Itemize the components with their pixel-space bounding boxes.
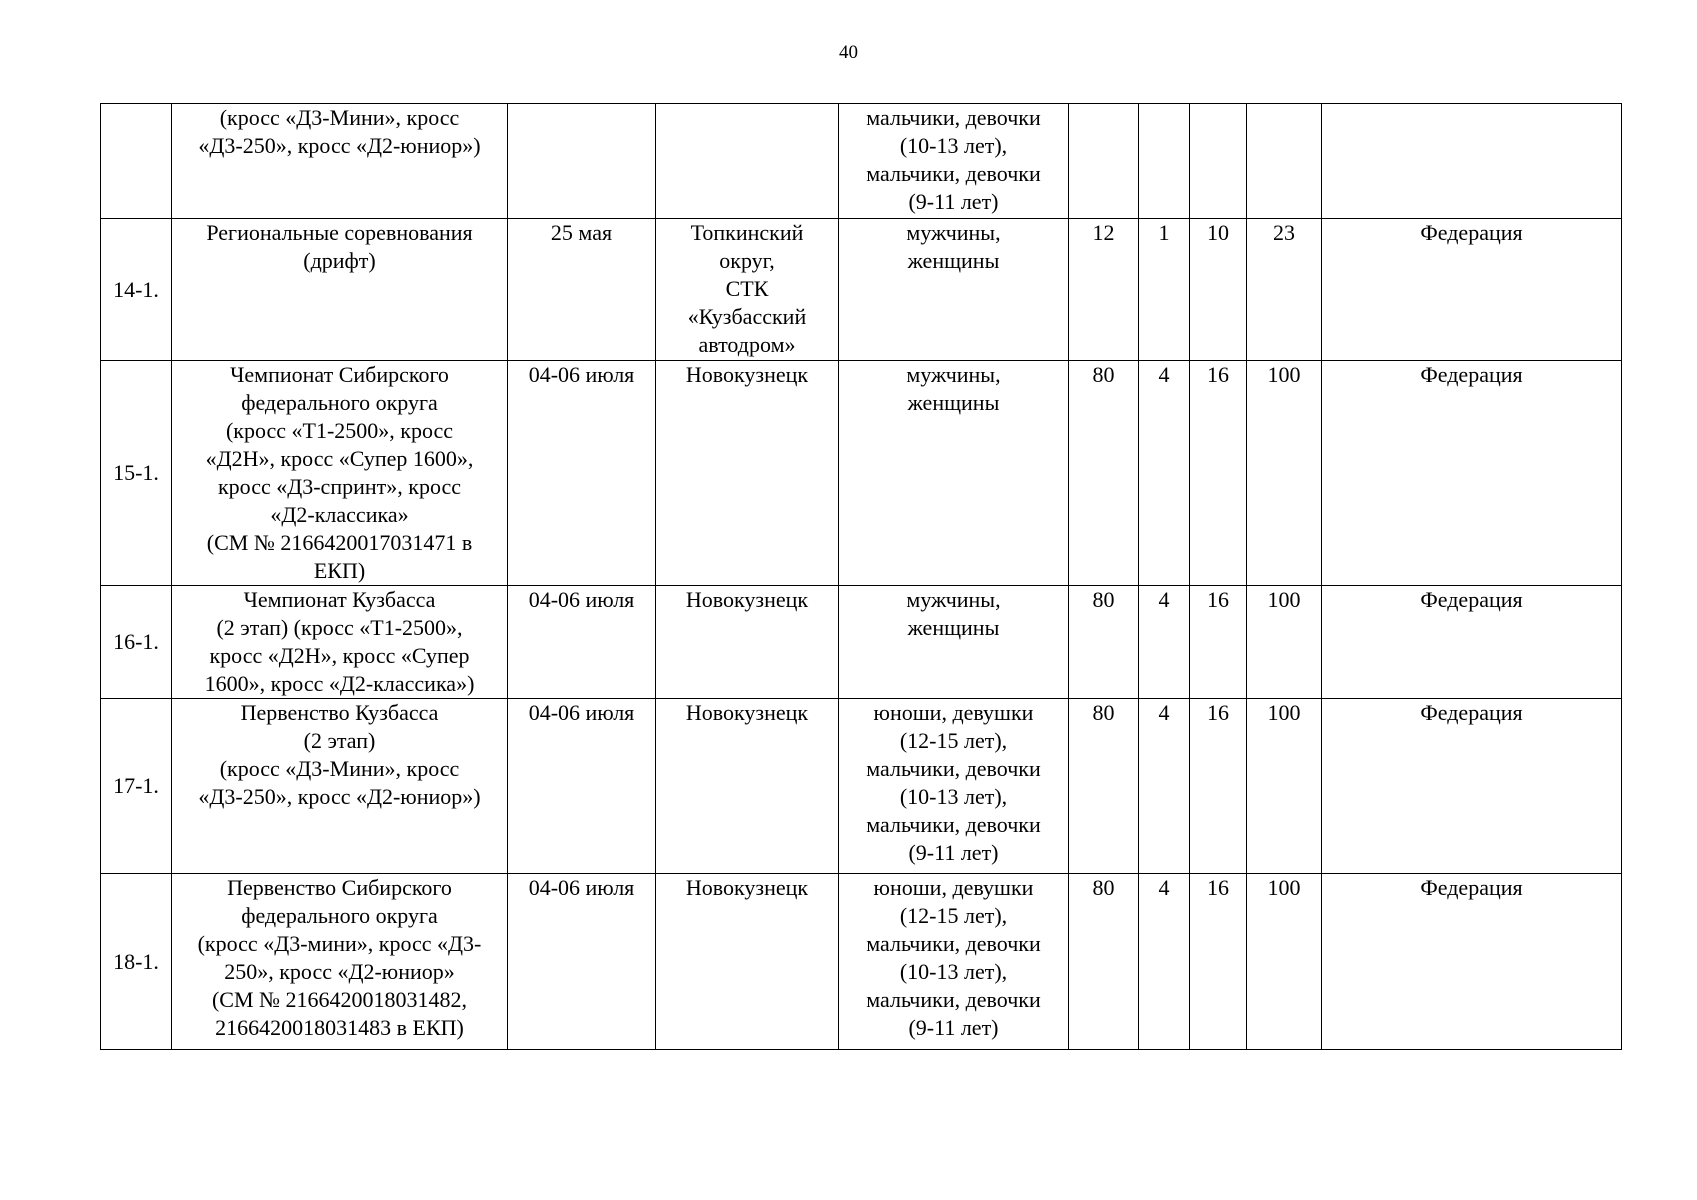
table-row — [101, 361, 1622, 586]
event-name-cell: Чемпионат Сибирского федерального округа (кросс «Т1-2500», кросс «Д2Н», кросс «Супер 1600», кросс «Д3-спринт», кросс «Д2-классика» (СМ № 2166420017031471 в ЕКП) — [172, 361, 508, 586]
event-date-cell: 04-06 июля — [508, 874, 656, 1050]
table-row — [101, 104, 1622, 219]
events-table — [100, 103, 1622, 1050]
event-number-cell: 15-1. — [101, 361, 172, 586]
staff-count-cell: 10 — [1190, 219, 1247, 361]
page-number: 40 — [839, 42, 858, 63]
participants-count-cell: 80 — [1069, 361, 1139, 586]
event-number-cell: 16-1. — [101, 586, 172, 699]
event-date-cell — [508, 104, 656, 219]
event-number-cell — [101, 104, 172, 219]
event-place-cell: Новокузнецк — [656, 586, 839, 699]
event-date-cell: 04-06 июля — [508, 699, 656, 874]
participants-cell: мужчины, женщины — [839, 361, 1069, 586]
total-count-cell: 100 — [1247, 361, 1322, 586]
total-count-cell: 100 — [1247, 586, 1322, 699]
event-date-cell: 25 мая — [508, 219, 656, 361]
organizer-cell — [1322, 104, 1622, 219]
staff-count-cell — [1190, 104, 1247, 219]
organizer-cell: Федерация — [1322, 219, 1622, 361]
event-place-cell: Топкинский округ, СТК «Кузбасский автодром» — [656, 219, 839, 361]
participants-count-cell: 12 — [1069, 219, 1139, 361]
total-count-cell — [1247, 104, 1322, 219]
days-count-cell: 4 — [1139, 699, 1190, 874]
event-name-cell: Первенство Сибирского федерального округа (кросс «Д3-мини», кросс «Д3- 250», кросс «Д2-юниор» (СМ № 2166420018031482, 2166420018031483 в ЕКП) — [172, 874, 508, 1050]
event-place-cell: Новокузнецк — [656, 874, 839, 1050]
participants-count-cell: 80 — [1069, 699, 1139, 874]
participants-cell: мужчины, женщины — [839, 586, 1069, 699]
event-number-cell: 14-1. — [101, 219, 172, 361]
organizer-cell: Федерация — [1322, 874, 1622, 1050]
event-place-cell — [656, 104, 839, 219]
total-count-cell: 100 — [1247, 874, 1322, 1050]
days-count-cell: 4 — [1139, 586, 1190, 699]
participants-cell: юноши, девушки (12-15 лет), мальчики, девочки (10-13 лет), мальчики, девочки (9-11 лет) — [839, 874, 1069, 1050]
days-count-cell: 4 — [1139, 361, 1190, 586]
table-row — [101, 586, 1622, 699]
staff-count-cell: 16 — [1190, 361, 1247, 586]
table-row — [101, 219, 1622, 361]
days-count-cell — [1139, 104, 1190, 219]
participants-count-cell: 80 — [1069, 874, 1139, 1050]
organizer-cell: Федерация — [1322, 586, 1622, 699]
days-count-cell: 4 — [1139, 874, 1190, 1050]
organizer-cell: Федерация — [1322, 699, 1622, 874]
days-count-cell: 1 — [1139, 219, 1190, 361]
participants-count-cell: 80 — [1069, 586, 1139, 699]
event-name-cell: Первенство Кузбасса (2 этап) (кросс «Д3-Мини», кросс «Д3-250», кросс «Д2-юниор») — [172, 699, 508, 874]
staff-count-cell: 16 — [1190, 586, 1247, 699]
organizer-cell: Федерация — [1322, 361, 1622, 586]
table-row — [101, 874, 1622, 1050]
total-count-cell: 100 — [1247, 699, 1322, 874]
table-body — [101, 104, 1622, 1050]
table-row — [101, 699, 1622, 874]
event-number-cell: 18-1. — [101, 874, 172, 1050]
event-place-cell: Новокузнецк — [656, 699, 839, 874]
event-name-cell: Региональные соревнования (дрифт) — [172, 219, 508, 361]
event-name-cell: Чемпионат Кузбасса (2 этап) (кросс «Т1-2500», кросс «Д2Н», кросс «Супер 1600», кросс «Д2-классика») — [172, 586, 508, 699]
event-date-cell: 04-06 июля — [508, 361, 656, 586]
event-number-cell: 17-1. — [101, 699, 172, 874]
participants-cell: мальчики, девочки (10-13 лет), мальчики, девочки (9-11 лет) — [839, 104, 1069, 219]
staff-count-cell: 16 — [1190, 699, 1247, 874]
participants-cell: юноши, девушки (12-15 лет), мальчики, девочки (10-13 лет), мальчики, девочки (9-11 лет) — [839, 699, 1069, 874]
participants-count-cell — [1069, 104, 1139, 219]
staff-count-cell: 16 — [1190, 874, 1247, 1050]
participants-cell: мужчины, женщины — [839, 219, 1069, 361]
total-count-cell: 23 — [1247, 219, 1322, 361]
event-name-cell: (кросс «Д3-Мини», кросс «Д3-250», кросс «Д2-юниор») — [172, 104, 508, 219]
event-date-cell: 04-06 июля — [508, 586, 656, 699]
event-place-cell: Новокузнецк — [656, 361, 839, 586]
